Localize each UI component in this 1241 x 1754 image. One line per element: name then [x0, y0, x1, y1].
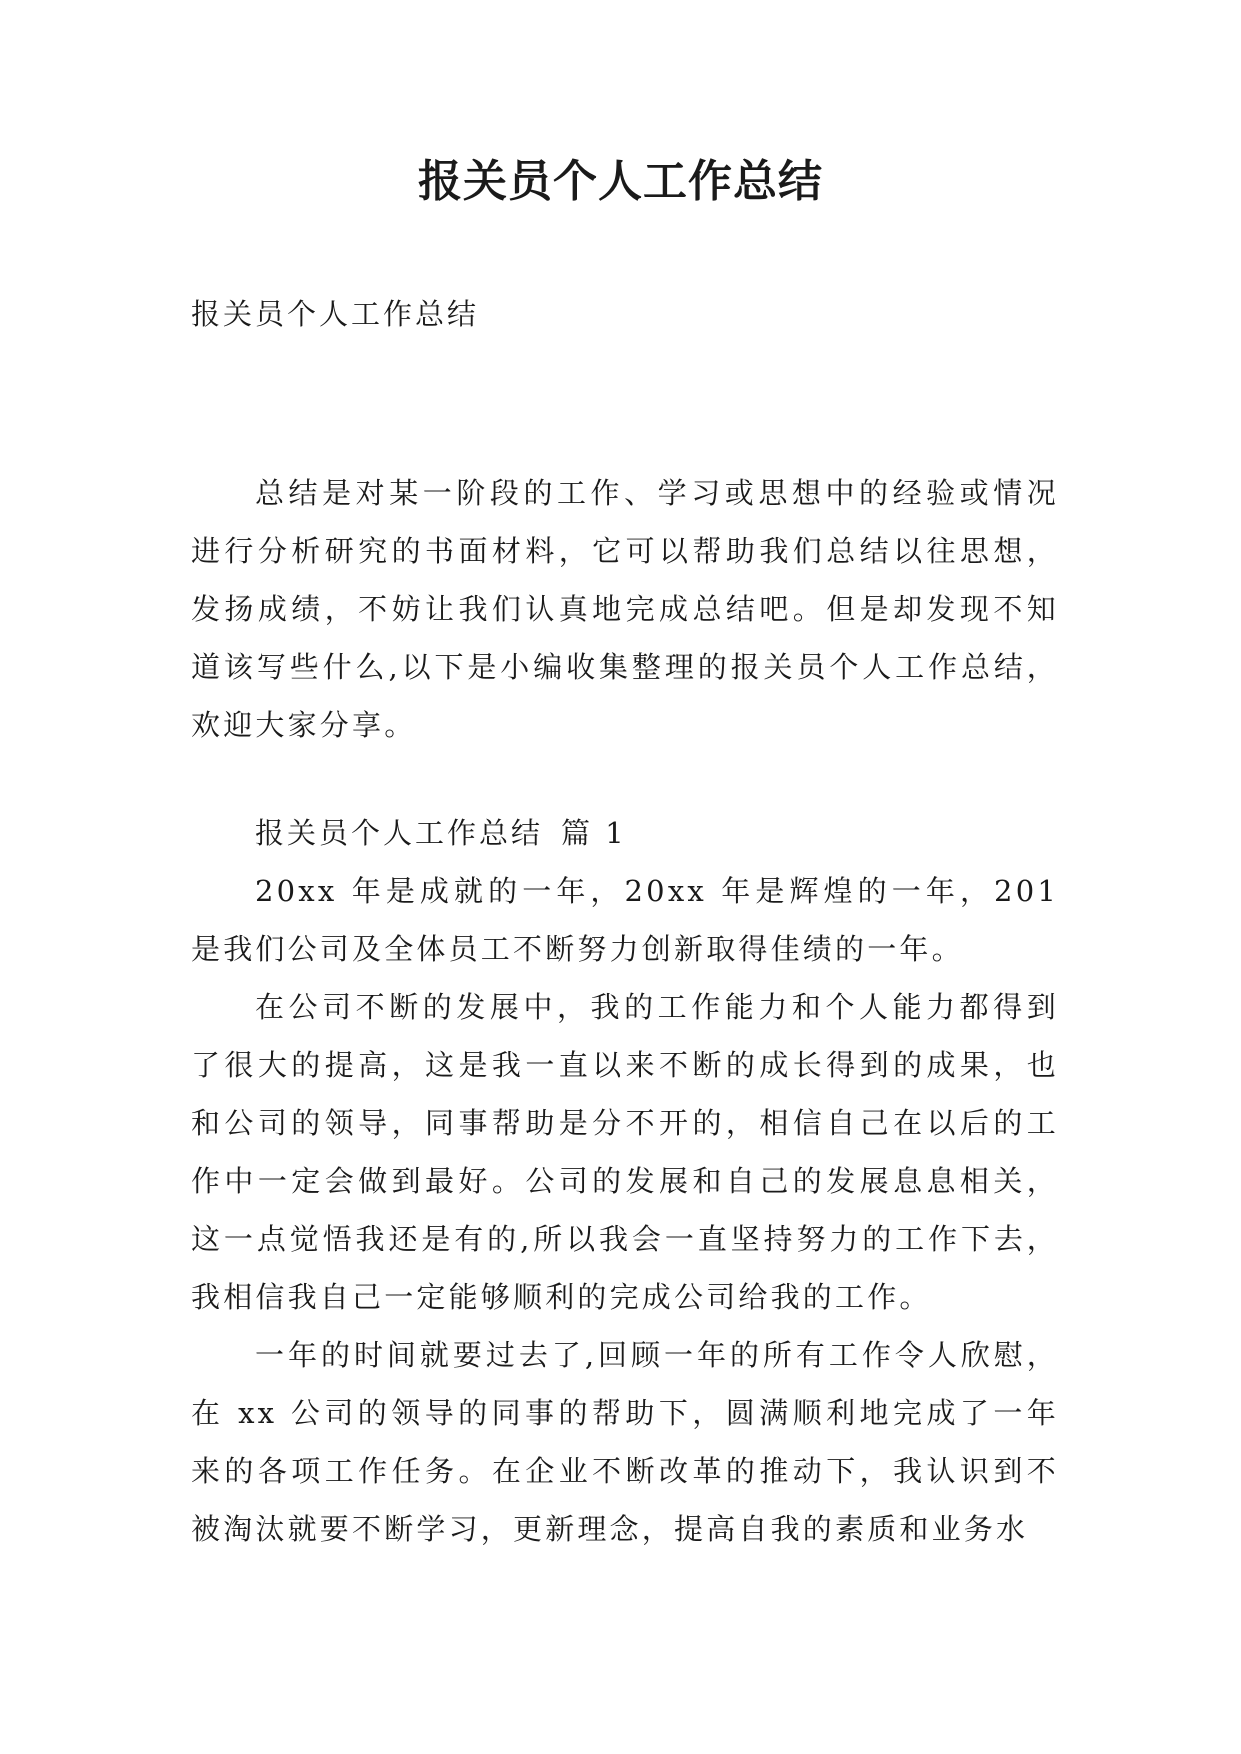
section-number: 篇 1 [561, 816, 627, 850]
section-heading-text: 报关员个人工作总结 [255, 816, 544, 850]
intro-paragraph: 总结是对某一阶段的工作、学习或思想中的经验或情况进行分析研究的书面材料，它可以帮助我们总结以往思想，发扬成绩，不妨让我们认真地完成总结吧。但是却发现不知道该写些什么,以下是小编收集整理的报关员个人工作总结，欢迎大家分享。 [191, 476, 1059, 742]
document-title: 报关员个人工作总结 [418, 156, 823, 207]
section-heading [255, 804, 627, 862]
section-content [191, 862, 1059, 1558]
body-paragraph-2: 在公司不断的发展中，我的工作能力和个人能力都得到了很大的提高，这是我一直以来不断的成长得到的成果，也和公司的领导，同事帮助是分不开的，相信自己在以后的工作中一定会做到最好。公司的发展和自己的发展息息相关，这一点觉悟我还是有的,所以我会一直坚持努力的工作下去，我相信我自己一定能够顺利的完成公司给我的工作。 [191, 990, 1059, 1314]
document-subtitle: 报关员个人工作总结 [191, 297, 480, 331]
body-paragraph-3: 一年的时间就要过去了,回顾一年的所有工作令人欣慰，在 xx 公司的领导的同事的帮助下，圆满顺利地完成了一年来的各项工作任务。在企业不断改革的推动下，我认识到不被淘汰就要不断学习，更新理念，提高自我的素质和业务水 [191, 1338, 1059, 1546]
body-paragraph-1: 20xx 年是成就的一年，20xx 年是辉煌的一年，201 是我们公司及全体员工不断努力创新取得佳绩的一年。 [191, 874, 1059, 966]
intro-block [191, 464, 1059, 754]
